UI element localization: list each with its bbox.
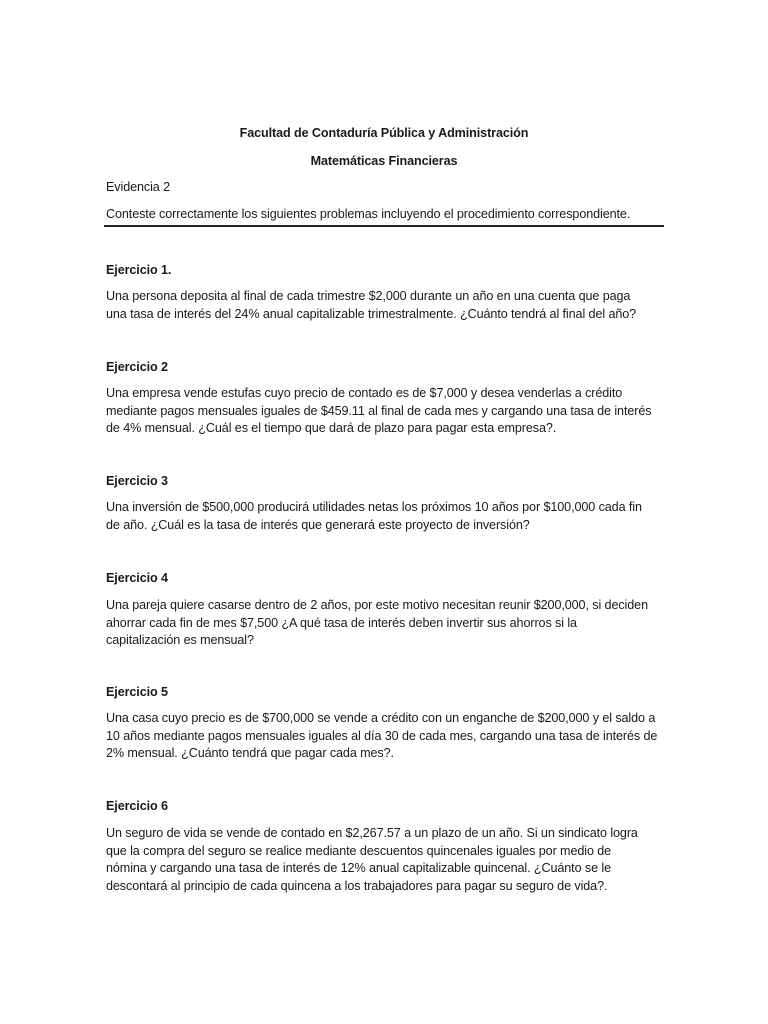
exercise-6-body xyxy=(106,825,666,895)
exercise-3-title: Ejercicio 3 xyxy=(106,474,168,488)
exercise-5-title: Ejercicio 5 xyxy=(106,685,168,699)
exercise-3-line: de año. ¿Cuál es la tasa de interés que generará este proyecto de inversión? xyxy=(106,517,530,532)
exercise-5-line: 10 años mediante pagos mensuales iguales al día 30 de cada mes, cargando una tasa de interés de xyxy=(106,728,658,743)
exercise-6-title: Ejercicio 6 xyxy=(106,799,168,813)
instructions-text: Conteste correctamente los siguientes problemas incluyendo el procedimiento correspondiente. xyxy=(106,207,631,221)
exercise-3-body xyxy=(106,499,666,534)
exercise-3-line: Una inversión de $500,000 producirá utilidades netas los próximos 10 años por $100,000 cada fin xyxy=(106,500,642,514)
exercise-1-body xyxy=(106,288,666,323)
exercise-2-title: Ejercicio 2 xyxy=(106,360,168,374)
course-heading: Matemáticas Financieras xyxy=(310,154,458,168)
exercise-4-title: Ejercicio 4 xyxy=(106,571,168,585)
exercise-2-body xyxy=(106,385,666,438)
exercise-5-line: Una casa cuyo precio es de $700,000 se vende a crédito con un enganche de $200,000 y el saldo a xyxy=(106,711,656,725)
exercise-4-line: capitalización es mensual? xyxy=(106,633,254,647)
exercise-1-title: Ejercicio 1. xyxy=(106,263,172,277)
exercise-5-line: 2% mensual. ¿Cuánto tendrá que pagar cada mes?. xyxy=(106,746,394,760)
exercise-6-line: nómina y cargando una tasa de interés de 12% anual capitalizable quincenal. ¿Cuánto se le xyxy=(106,861,611,875)
exercise-2-line: Una empresa vende estufas cuyo precio de contado es de $7,000 y desea venderlas a crédito xyxy=(106,386,623,400)
exercise-4-body xyxy=(106,597,666,650)
assignment-label: Evidencia 2 xyxy=(106,180,171,194)
faculty-heading: Facultad de Contaduría Pública y Administración xyxy=(239,126,529,140)
exercise-4-line: ahorrar cada fin de mes $7,500 ¿A qué tasa de interés deben invertir sus ahorros si la xyxy=(106,615,577,630)
exercise-2-line: mediante pagos mensuales iguales de $459.11 al final de cada mes y cargando una tasa de interés xyxy=(106,403,652,418)
exercise-2-line: de 4% mensual. ¿Cuál es el tiempo que dará de plazo para pagar esta empresa?. xyxy=(106,421,557,435)
horizontal-rule xyxy=(104,225,664,227)
exercise-6-line: que la compra del seguro se realice mediante descuentos quincenales iguales por medio de xyxy=(106,843,612,858)
exercise-6-line: descontará al principio de cada quincena a los trabajadores para pagar su seguro de vida?. xyxy=(106,878,608,893)
exercise-4-line: Una pareja quiere casarse dentro de 2 años, por este motivo necesitan reunir $200,000, si deciden xyxy=(106,598,648,612)
exercise-1-line: una tasa de interés del 24% anual capitalizable trimestralmente. ¿Cuánto tendrá al final del año? xyxy=(106,306,637,321)
exercise-1-line: Una persona deposita al final de cada trimestre $2,000 durante un año en una cuenta que paga xyxy=(106,289,631,303)
exercise-6-line: Un seguro de vida se vende de contado en $2,267.57 a un plazo de un año. Si un sindicato logra xyxy=(106,826,638,840)
exercise-5-body xyxy=(106,710,666,763)
